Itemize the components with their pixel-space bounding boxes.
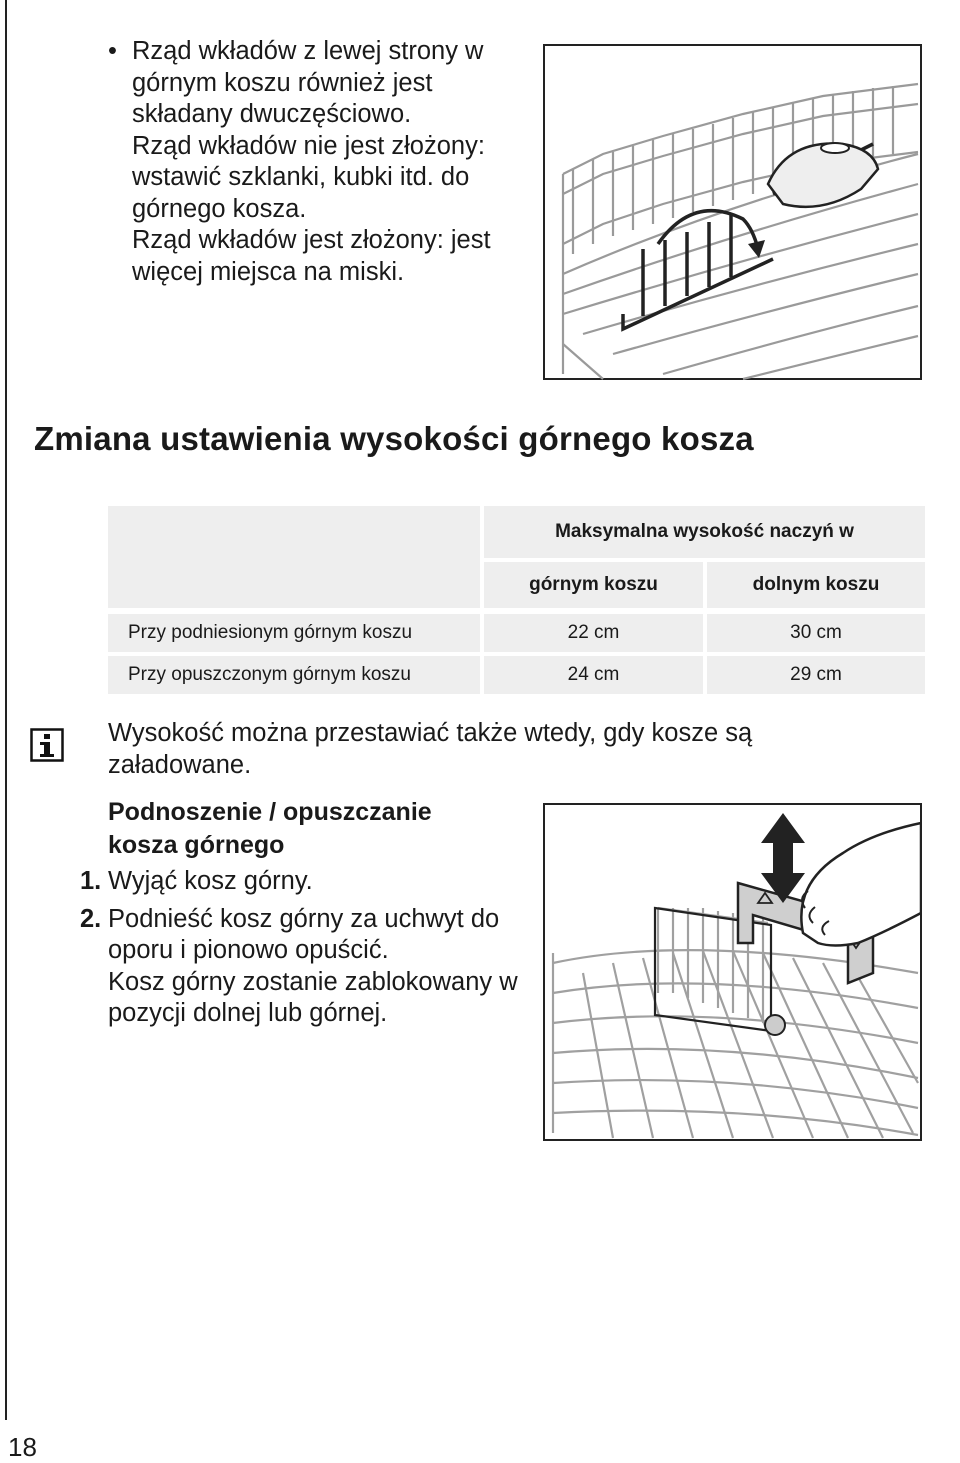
table-row-2-lower: 29 cm	[707, 656, 925, 694]
bullet-item	[108, 36, 528, 288]
table-group-header: Maksymalna wysokość naczyń w	[484, 506, 925, 558]
basket-height-handle-illustration	[543, 803, 922, 1141]
subsection-title: Podnoszenie / opuszczanie kosza górnego	[108, 798, 432, 859]
step-2	[80, 904, 530, 1030]
bullet-line-1: Rząd wkładów z lewej strony w górnym koszu również jest składany dwuczęściowo.	[132, 37, 484, 128]
step-1	[80, 866, 530, 898]
table-row-2-label: Przy opuszczonym górnym koszu	[108, 656, 480, 694]
bullet-line-2: Rząd wkładów nie jest złożony: wstawić szklanki, kubki itd. do górnego kosza.	[132, 131, 485, 223]
step-2-number: 2.	[80, 904, 102, 933]
table-row-1-upper: 22 cm	[484, 614, 703, 652]
page-number: 18	[8, 1432, 37, 1462]
info-icon	[30, 728, 64, 762]
step-1-number: 1.	[80, 867, 102, 895]
table-row-2-upper: 24 cm	[484, 656, 703, 694]
info-text: Wysokość można przestawiać także wtedy, gdy kosze są załadowane.	[108, 719, 753, 779]
table-corner-cell	[108, 506, 480, 608]
bullet-line-3: Rząd wkładów jest złożony: jest więcej miejsca na miski.	[132, 226, 491, 286]
table-row-1-lower: 30 cm	[707, 614, 925, 652]
table-row-1-label: Przy podniesionym górnym koszu	[108, 614, 480, 652]
bullet-marker: •	[108, 37, 117, 65]
table-header-upper: górnym koszu	[484, 562, 703, 608]
page-margin-rule	[5, 0, 7, 1420]
step-2-line-2: Kosz górny zostanie zablokowany w pozycji dolnej lub górnej.	[108, 967, 518, 1027]
table-header-lower: dolnym koszu	[707, 562, 925, 608]
step-1-line-1: Wyjąć kosz górny.	[108, 867, 313, 895]
step-2-line-1: Podnieść kosz górny za uchwyt do oporu i pionowo opuścić.	[108, 904, 500, 964]
steps-list	[80, 866, 530, 1030]
basket-folding-rack-illustration	[543, 44, 922, 380]
section-heading: Zmiana ustawienia wysokości górnego kosza	[34, 420, 754, 457]
